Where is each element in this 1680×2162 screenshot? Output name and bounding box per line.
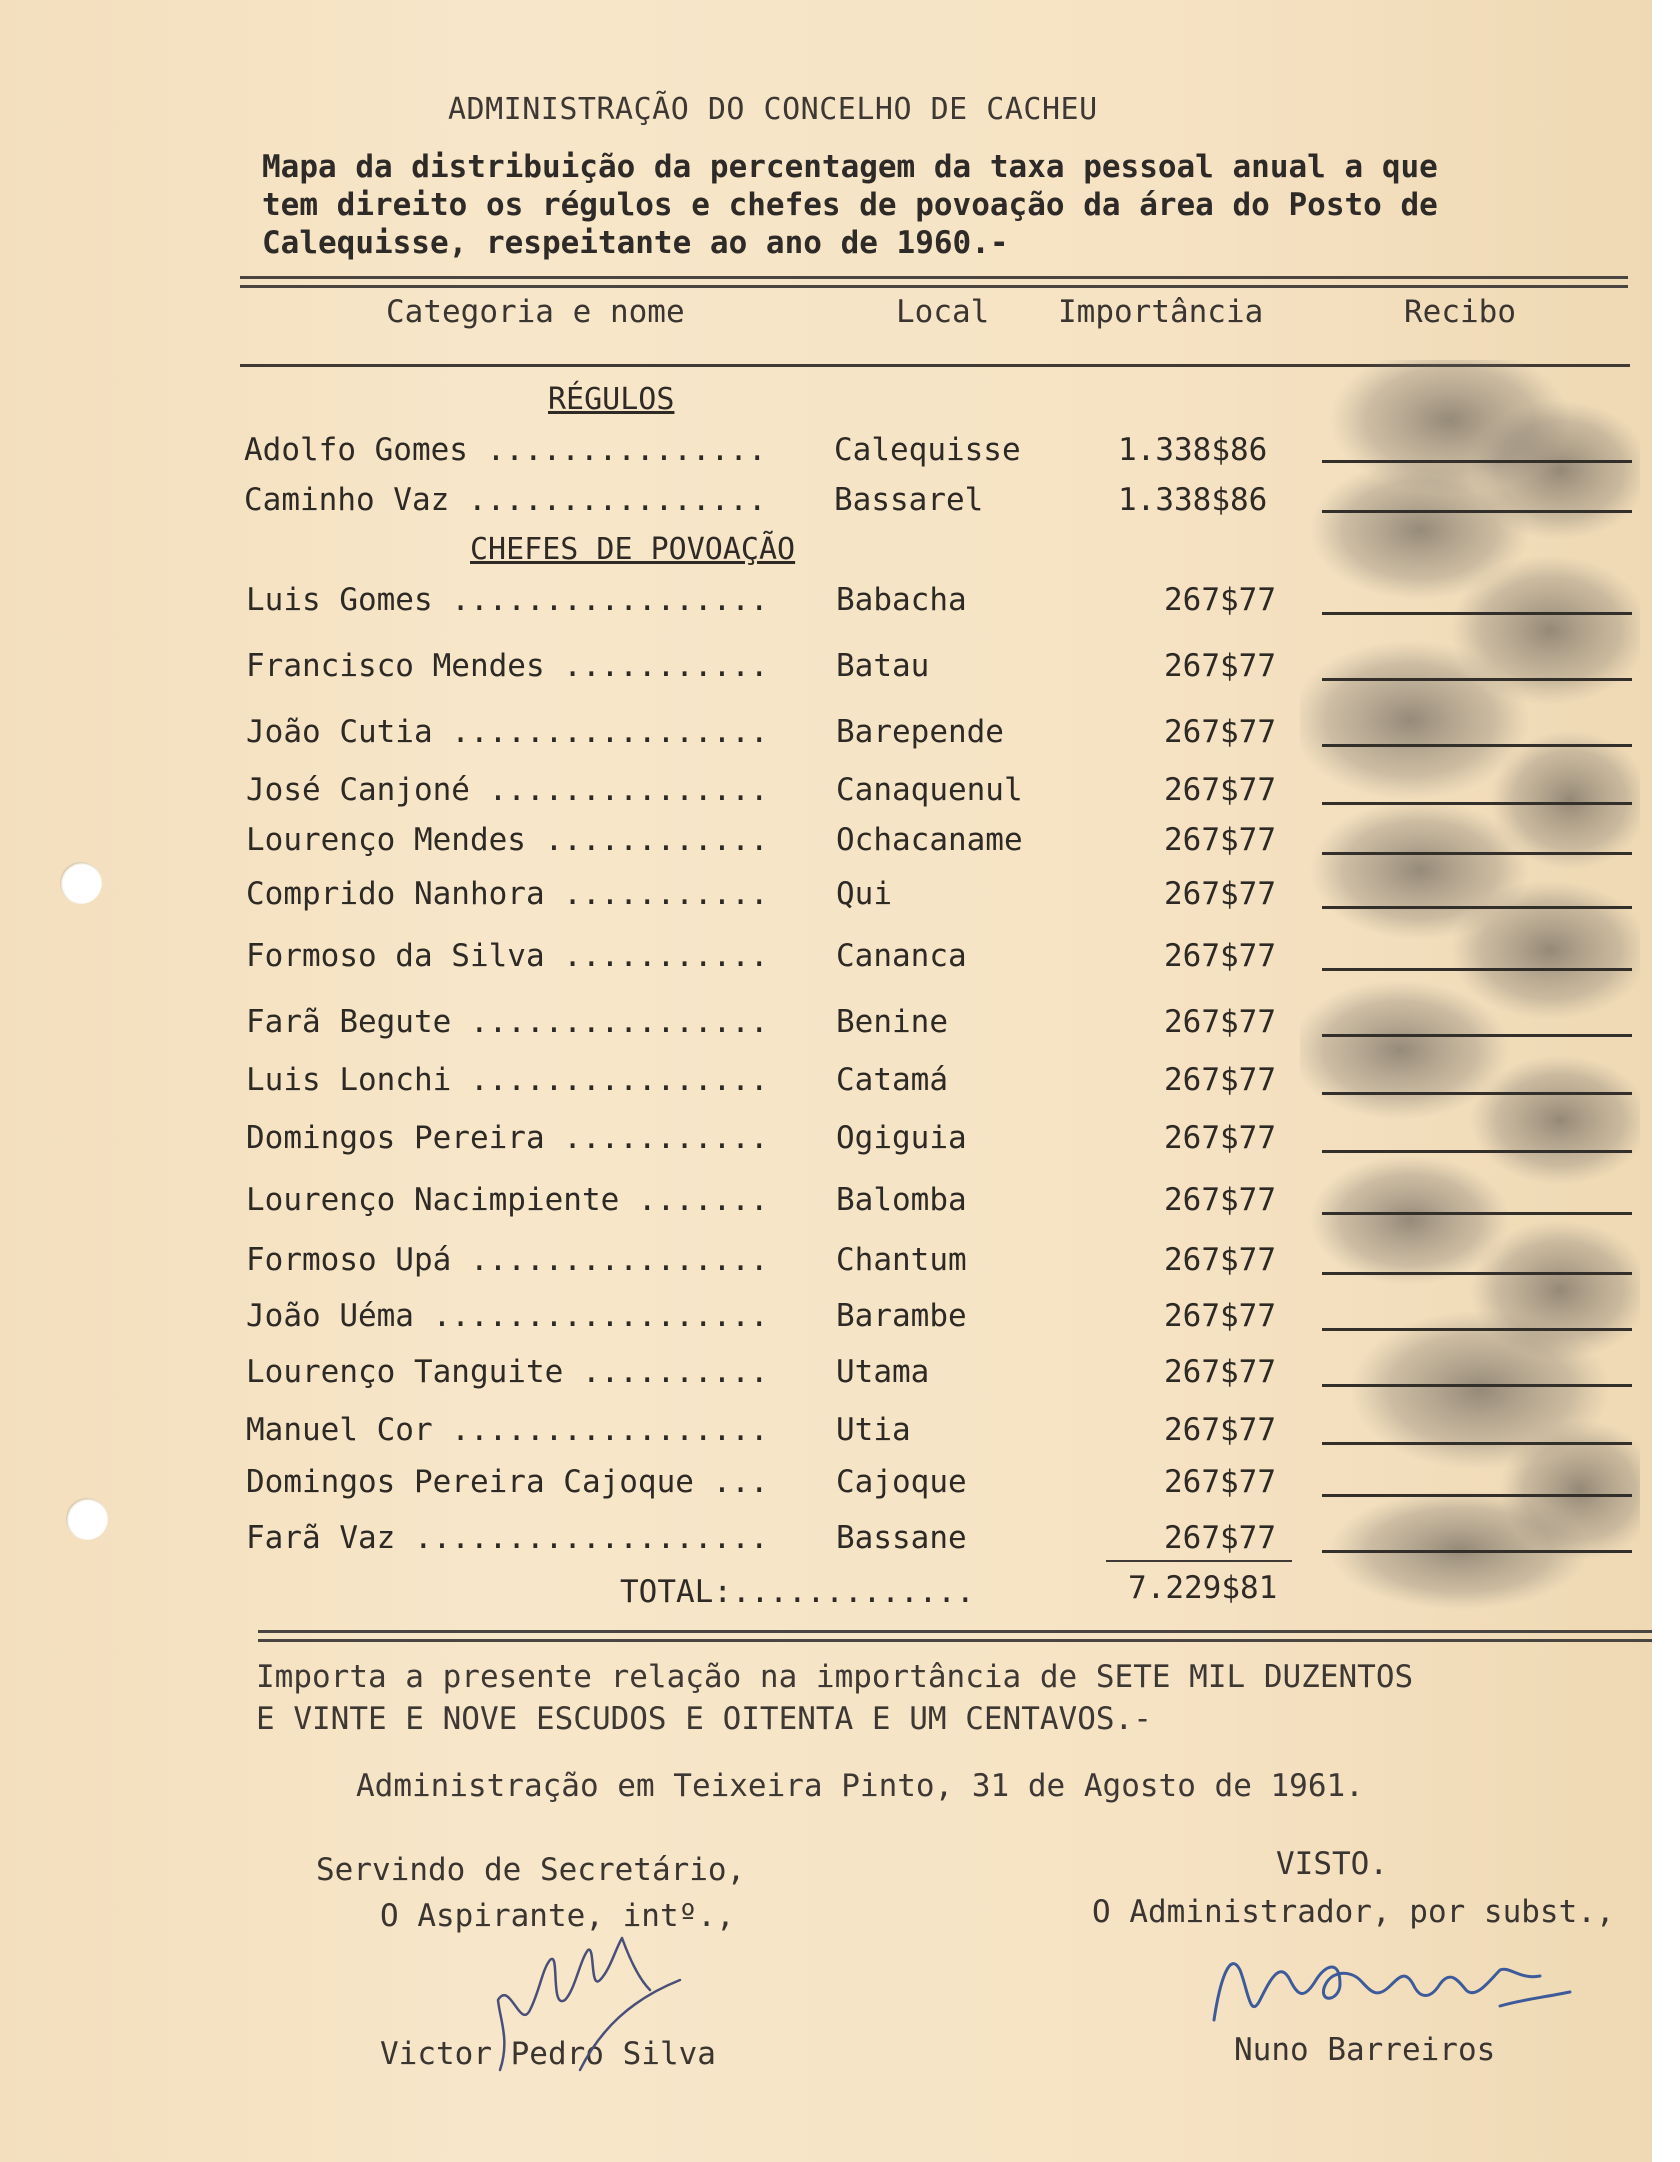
row-amount: 267$77 xyxy=(1164,1464,1276,1500)
table-row xyxy=(0,1182,1652,1222)
double-rule xyxy=(240,276,1628,288)
intro-paragraph: Mapa da distribuição da percentagem da taxa pessoal anual a que tem direito os régulos e chefes de povoação da área do Posto de Calequisse, respeitante ao ano de 1960.- xyxy=(262,149,1438,261)
receipt-line xyxy=(1322,510,1632,513)
table-row xyxy=(0,432,1652,472)
row-amount: 267$77 xyxy=(1164,1120,1276,1156)
table-row xyxy=(0,482,1652,522)
column-header-receipt: Recibo xyxy=(1404,294,1516,330)
row-name: Domingos Pereira Cajoque ... xyxy=(246,1464,769,1500)
row-amount: 1.338$86 xyxy=(1118,432,1268,468)
row-amount: 267$77 xyxy=(1164,772,1276,808)
row-local: Calequisse xyxy=(834,432,1021,468)
row-name: Domingos Pereira ........... xyxy=(246,1120,769,1156)
right-signatory-title: O Administrador, por subst., xyxy=(1092,1894,1615,1930)
row-name: Comprido Nanhora ........... xyxy=(246,876,769,912)
receipt-line xyxy=(1322,1494,1632,1497)
row-amount: 267$77 xyxy=(1164,582,1276,618)
row-name: Farã Begute ................ xyxy=(246,1004,769,1040)
row-name: Adolfo Gomes ............... xyxy=(244,432,767,468)
right-signatory-name: Nuno Barreiros xyxy=(1234,2032,1496,2068)
row-local: Qui xyxy=(836,876,892,912)
row-amount: 267$77 xyxy=(1164,648,1276,684)
row-local: Utia xyxy=(836,1412,911,1448)
receipt-line xyxy=(1322,1550,1632,1553)
row-name: Lourenço Nacimpiente ....... xyxy=(246,1182,769,1218)
receipt-line xyxy=(1322,1328,1632,1331)
row-local: Utama xyxy=(836,1354,930,1390)
left-signatory-name: Victor Pedro Silva xyxy=(380,2036,716,2072)
row-amount: 267$77 xyxy=(1164,714,1276,750)
table-row xyxy=(0,1354,1652,1394)
row-local: Cajoque xyxy=(836,1464,967,1500)
row-name: Formoso da Silva ........... xyxy=(246,938,769,974)
document-header: ADMINISTRAÇÃO DO CONCELHO DE CACHEU xyxy=(448,92,1098,127)
row-amount: 267$77 xyxy=(1164,1354,1276,1390)
table-row xyxy=(0,1298,1652,1338)
left-signatory-role: Servindo de Secretário, xyxy=(316,1852,746,1888)
row-name: Lourenço Tanguite .......... xyxy=(246,1354,769,1390)
left-handwritten-signature xyxy=(480,1920,720,2090)
row-local: Batau xyxy=(836,648,930,684)
left-signatory-title: O Aspirante, intº., xyxy=(380,1898,735,1934)
sum-rule xyxy=(1106,1560,1292,1562)
receipt-line xyxy=(1322,678,1632,681)
total-value: 7.229$81 xyxy=(1128,1570,1278,1606)
table-row xyxy=(0,822,1652,862)
row-local: Bassane xyxy=(836,1520,967,1556)
row-name: José Canjoné ............... xyxy=(246,772,769,808)
receipt-line xyxy=(1322,1384,1632,1387)
row-local: Chantum xyxy=(836,1242,967,1278)
table-row xyxy=(0,772,1652,812)
row-name: Caminho Vaz ................ xyxy=(244,482,767,518)
table-row xyxy=(0,714,1652,754)
receipt-line xyxy=(1322,968,1632,971)
table-row xyxy=(0,1464,1652,1504)
row-amount: 267$77 xyxy=(1164,1004,1276,1040)
right-handwritten-signature xyxy=(1200,1940,1600,2040)
scan-edge xyxy=(1652,0,1680,2162)
section-regulos: RÉGULOS xyxy=(548,382,675,417)
column-header-name: Categoria e nome xyxy=(386,294,685,330)
total-label: TOTAL:............. xyxy=(620,1574,975,1610)
row-amount: 1.338$86 xyxy=(1118,482,1268,518)
table-row xyxy=(0,582,1652,622)
row-name: João Cutia ................. xyxy=(246,714,769,750)
receipt-line xyxy=(1322,852,1632,855)
receipt-line xyxy=(1322,1092,1632,1095)
receipt-line xyxy=(1322,1272,1632,1275)
row-local: Barambe xyxy=(836,1298,967,1334)
table-row xyxy=(0,1412,1652,1452)
section-chefes: CHEFES DE POVOAÇÃO xyxy=(470,532,796,567)
row-name: Luis Gomes ................. xyxy=(246,582,769,618)
row-name: Farã Vaz ................... xyxy=(246,1520,769,1556)
table-row xyxy=(0,1520,1652,1560)
amount-in-words: Importa a presente relação na importância de SETE MIL DUZENTOS E VINTE E NOVE ESCUDOS E OITENTA E UM CENTAVOS.- xyxy=(256,1659,1414,1737)
receipt-line xyxy=(1322,802,1632,805)
table-row xyxy=(0,1242,1652,1282)
table-row xyxy=(0,648,1652,688)
row-local: Cananca xyxy=(836,938,967,974)
receipt-line xyxy=(1322,744,1632,747)
table-row xyxy=(0,1004,1652,1044)
table-row xyxy=(0,876,1652,916)
column-header-amount: Importância xyxy=(1058,294,1264,330)
row-amount: 267$77 xyxy=(1164,876,1276,912)
row-local: Ochacaname xyxy=(836,822,1023,858)
row-name: João Uéma .................. xyxy=(246,1298,769,1334)
row-local: Canaquenul xyxy=(836,772,1023,808)
header-rule xyxy=(240,364,1630,367)
row-amount: 267$77 xyxy=(1164,938,1276,974)
double-rule xyxy=(258,1630,1652,1642)
row-name: Francisco Mendes ........... xyxy=(246,648,769,684)
column-header-local: Local xyxy=(896,294,990,330)
row-amount: 267$77 xyxy=(1164,822,1276,858)
receipt-line xyxy=(1322,1034,1632,1037)
receipt-line xyxy=(1322,1442,1632,1445)
row-local: Catamá xyxy=(836,1062,948,1098)
row-local: Ogiguia xyxy=(836,1120,967,1156)
receipt-line xyxy=(1322,906,1632,909)
row-local: Babacha xyxy=(836,582,967,618)
row-amount: 267$77 xyxy=(1164,1412,1276,1448)
row-local: Balomba xyxy=(836,1182,967,1218)
row-name: Lourenço Mendes ............ xyxy=(246,822,769,858)
row-amount: 267$77 xyxy=(1164,1242,1276,1278)
row-name: Formoso Upá ................ xyxy=(246,1242,769,1278)
place-date: Administração em Teixeira Pinto, 31 de Agosto de 1961. xyxy=(356,1768,1364,1804)
row-name: Luis Lonchi ................ xyxy=(246,1062,769,1098)
table-row xyxy=(0,1062,1652,1102)
row-local: Barepende xyxy=(836,714,1004,750)
row-amount: 267$77 xyxy=(1164,1520,1276,1556)
right-signatory-visto: VISTO. xyxy=(1276,1846,1388,1882)
row-amount: 267$77 xyxy=(1164,1182,1276,1218)
row-local: Benine xyxy=(836,1004,948,1040)
row-amount: 267$77 xyxy=(1164,1298,1276,1334)
receipt-line xyxy=(1322,612,1632,615)
receipt-line xyxy=(1322,460,1632,463)
row-amount: 267$77 xyxy=(1164,1062,1276,1098)
row-name: Manuel Cor ................. xyxy=(246,1412,769,1448)
table-row xyxy=(0,1120,1652,1160)
receipt-line xyxy=(1322,1212,1632,1215)
receipt-line xyxy=(1322,1150,1632,1153)
table-row xyxy=(0,938,1652,978)
row-local: Bassarel xyxy=(834,482,984,518)
